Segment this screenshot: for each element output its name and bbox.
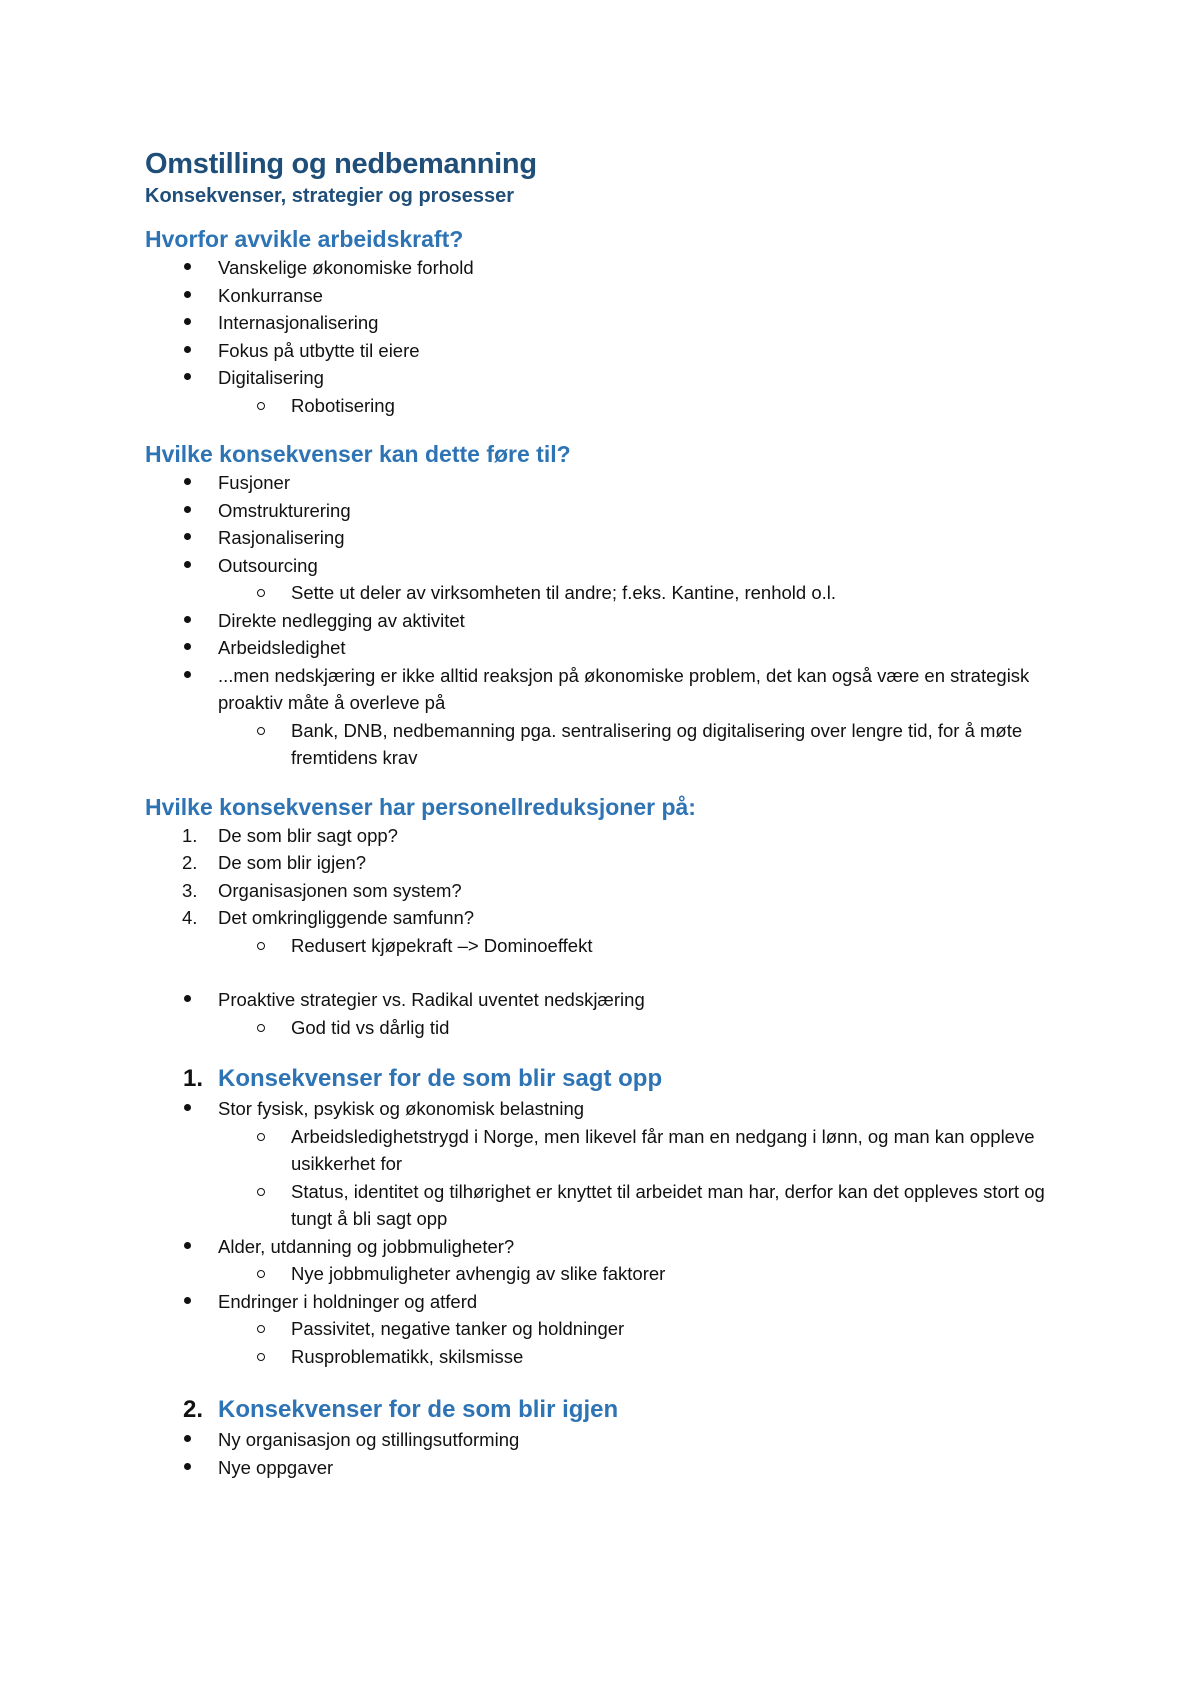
section-heading: Hvilke konsekvenser har personellreduksjoner på: [145,793,696,820]
list-item: Fokus på utbytte til eiere [145,337,1085,365]
bullet-icon [182,552,206,568]
bullet-icon [182,524,206,540]
sub-list-item: Status, identitet og tilhørighet er knyttet til arbeidet man har, derfor kan det oppleves stort og tungt å bli sagt opp [145,1178,1085,1233]
list-item: Ny organisasjon og stillingsutforming [145,1426,1085,1454]
bullet-icon [182,662,206,678]
circle-bullet-icon [257,1178,277,1196]
list-item: Proaktive strategier vs. Radikal uventet nedskjæring [145,986,1085,1014]
sub-list-item: God tid vs dårlig tid [145,1014,1085,1042]
bullet-list [145,469,1085,772]
list-number: 2. [182,852,198,873]
list-item: Omstrukturering [145,497,1085,525]
bullet-icon [182,337,206,353]
list-item: Arbeidsledighet [145,634,1085,662]
list-item: Internasjonalisering [145,309,1085,337]
heading-number: 1. [183,1065,204,1092]
list-item: Endringer i holdninger og atferd [145,1288,1085,1316]
section-heading: Hvorfor avvikle arbeidskraft? [145,226,464,252]
list-item: Digitalisering [145,364,1085,392]
sub-list-item: Rusproblematikk, skilsmisse [145,1343,1085,1371]
sub-list-item: Bank, DNB, nedbemanning pga. sentralisering og digitalisering over lengre tid, for å møte fremtidens krav [145,717,1085,772]
circle-bullet-icon [257,392,277,410]
sub-list-item: Nye jobbmuligheter avhengig av slike faktorer [145,1260,1085,1288]
bullet-icon [182,1288,206,1304]
numbered-list [145,822,1085,960]
list-number: 4. [182,907,198,928]
bullet-list [145,1426,1085,1481]
sub-list-item: Passivitet, negative tanker og holdninger [145,1315,1085,1343]
circle-bullet-icon [257,579,277,597]
list-item: 3. Organisasjonen som system? [145,877,1085,905]
list-item: Fusjoner [145,469,1085,497]
bullet-list [145,254,1085,419]
circle-bullet-icon [257,932,277,950]
sub-list-item: Robotisering [145,392,1085,420]
circle-bullet-icon [257,1123,277,1141]
circle-bullet-icon [257,717,277,735]
document-subtitle: Konsekvenser, strategier og prosesser [145,185,515,207]
list-item: 1. De som blir sagt opp? [145,822,1085,850]
bullet-icon [182,309,206,325]
circle-bullet-icon [257,1260,277,1278]
sub-list-item: Sette ut deler av virksomheten til andre; f.eks. Kantine, renhold o.l. [145,579,1085,607]
bullet-list [145,986,1085,1041]
bullet-list [145,1095,1085,1370]
list-item: Stor fysisk, psykisk og økonomisk belastning [145,1095,1085,1123]
sub-list-item: Arbeidsledighetstrygd i Norge, men likevel får man en nedgang i lønn, og man kan oppleve usikkerhet for [145,1123,1085,1178]
list-item: ...men nedskjæring er ikke alltid reaksjon på økonomiske problem, det kan også være en strategisk proaktiv måte å overleve på [145,662,1085,717]
bullet-icon [182,1095,206,1111]
bullet-icon [182,607,206,623]
sub-list-item: Redusert kjøpekraft –> Dominoeffekt [145,932,1085,960]
bullet-icon [182,1233,206,1249]
bullet-icon [182,634,206,650]
bullet-icon [182,497,206,513]
circle-bullet-icon [257,1343,277,1361]
document-title: Omstilling og nedbemanning [145,148,537,180]
list-item: Alder, utdanning og jobbmuligheter? [145,1233,1085,1261]
bullet-icon [182,282,206,298]
bullet-icon [182,1426,206,1442]
list-item: Outsourcing [145,552,1085,580]
section-heading: Hvilke konsekvenser kan dette føre til? [145,441,571,467]
heading-number: 2. [183,1396,204,1423]
list-item: Direkte nedlegging av aktivitet [145,607,1085,635]
bullet-icon [182,254,206,270]
document-content [145,146,1085,1481]
list-item: Rasjonalisering [145,524,1085,552]
list-item: Nye oppgaver [145,1454,1085,1482]
list-item: 4. Det omkringliggende samfunn? [145,904,1085,932]
bullet-icon [182,986,206,1002]
circle-bullet-icon [257,1315,277,1333]
list-number: 1. [182,824,198,846]
bullet-icon [182,469,206,485]
bullet-icon [182,1454,206,1470]
list-item: Konkurranse [145,282,1085,310]
circle-bullet-icon [257,1014,277,1032]
spacer [145,959,1085,986]
numbered-section-heading: 1. Konsekvenser for de som blir sagt opp [145,1063,1085,1095]
bullet-icon [182,364,206,380]
list-item: 2. De som blir igjen? [145,849,1085,877]
list-item: Vanskelige økonomiske forhold [145,254,1085,282]
list-number: 3. [182,879,198,901]
numbered-section-heading: 2. Konsekvenser for de som blir igjen [145,1394,1085,1426]
